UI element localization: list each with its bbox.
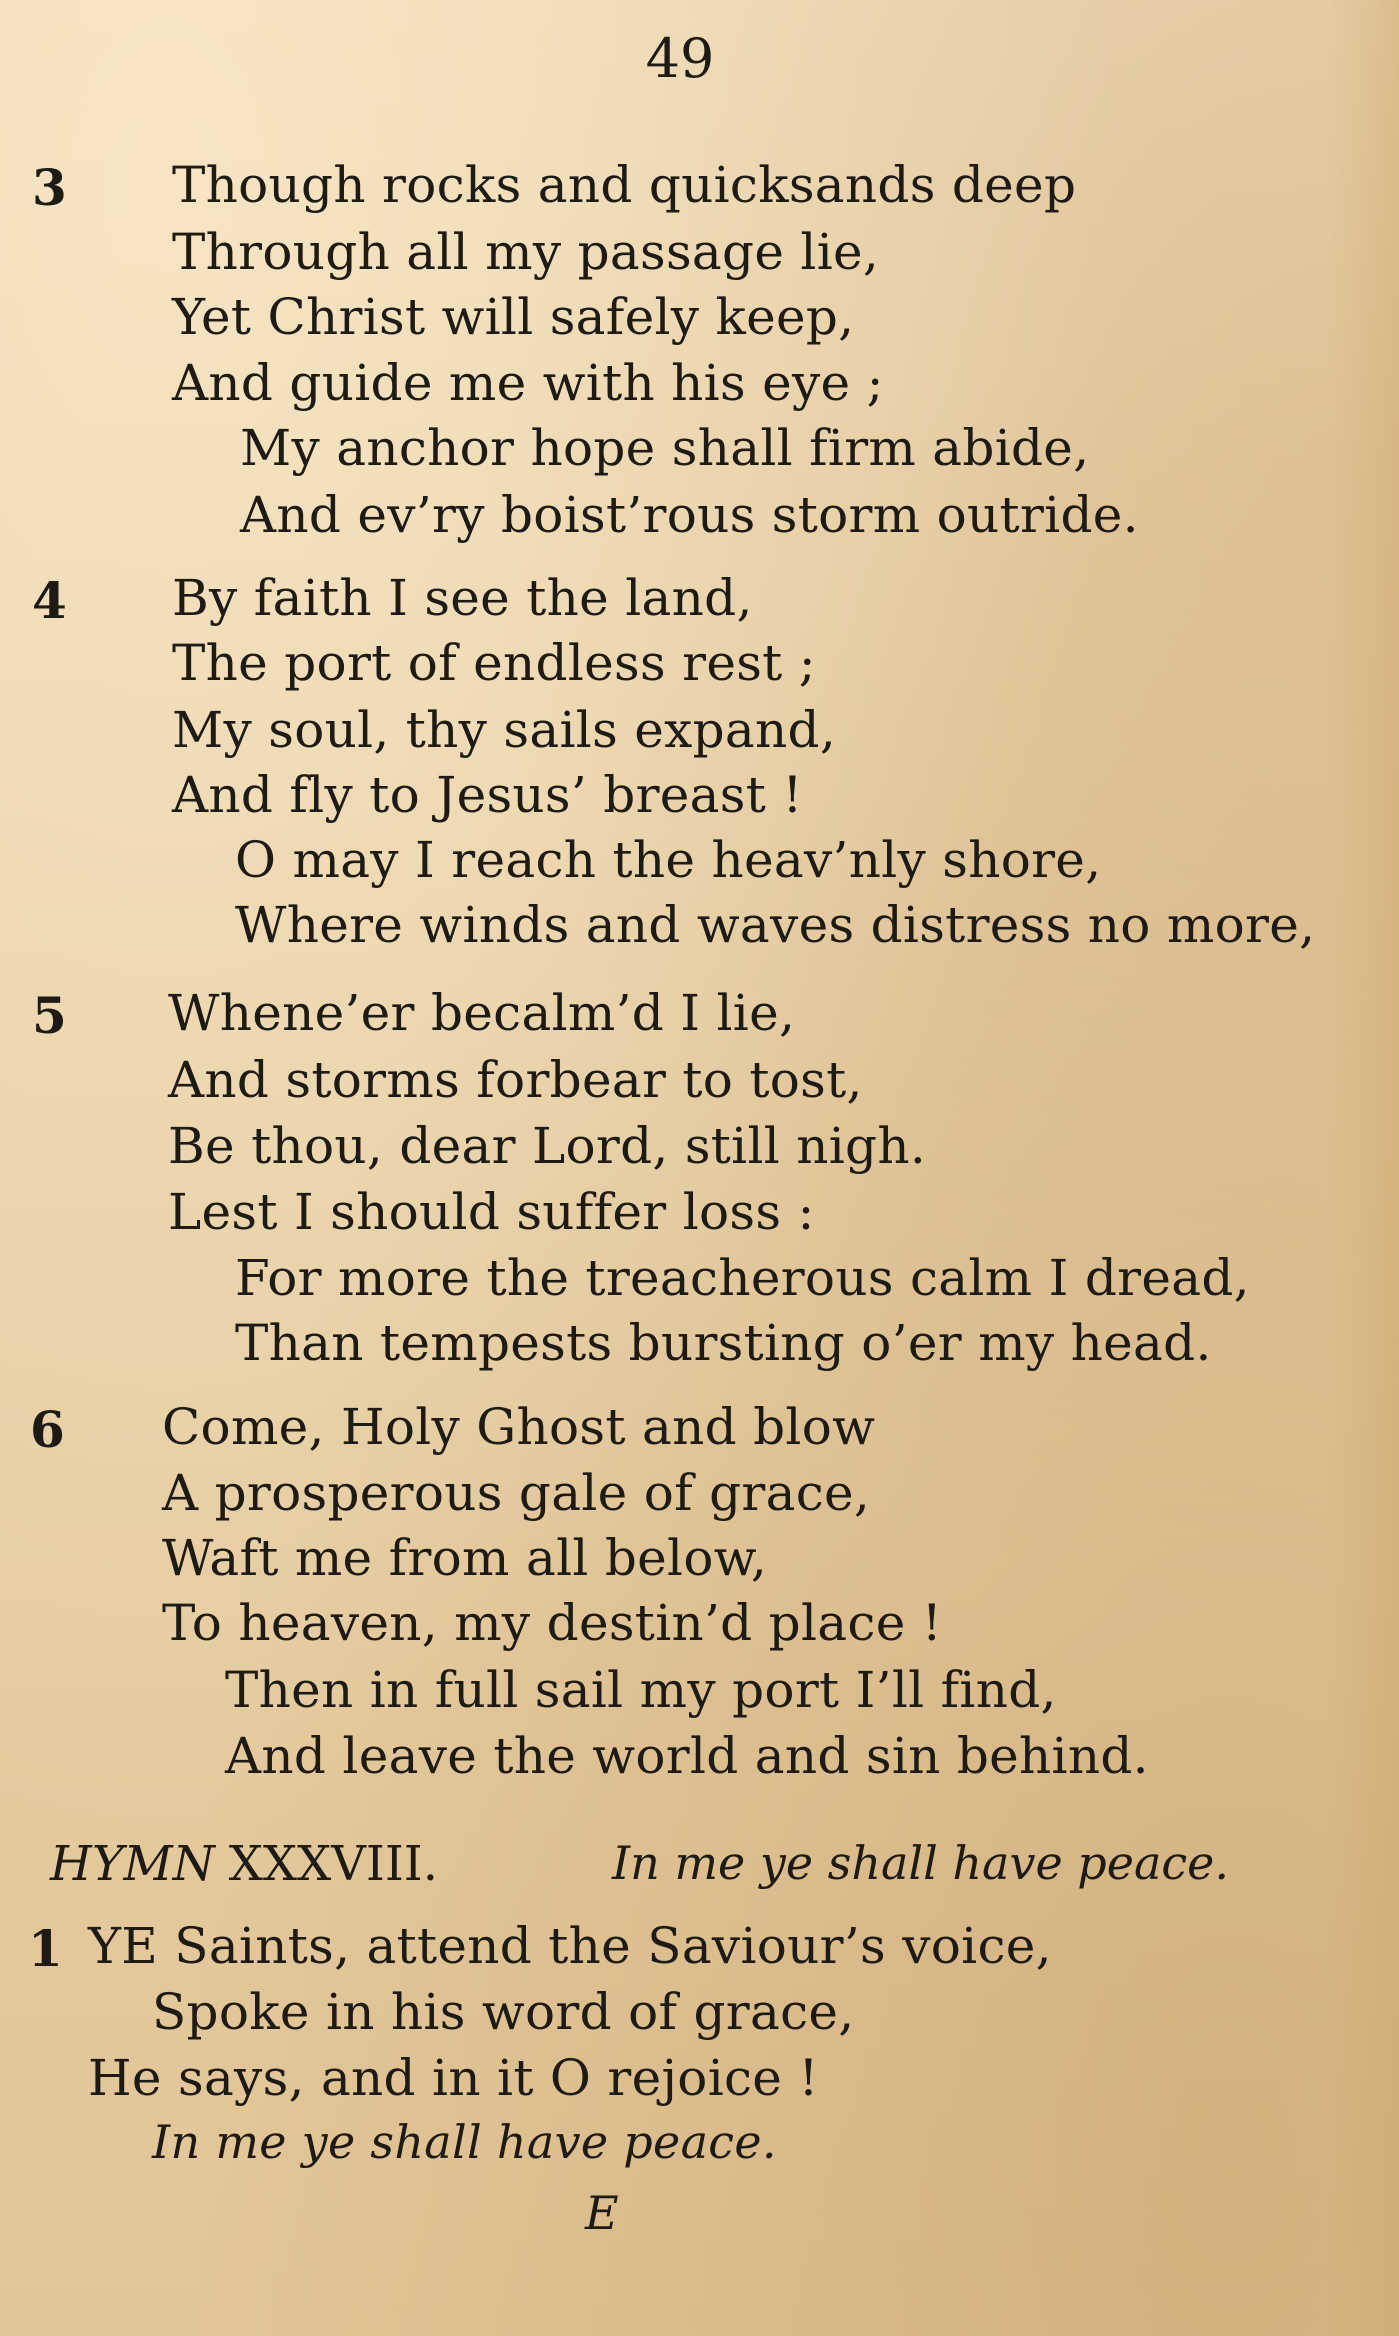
verse-line: Where winds and waves distress no more,: [235, 896, 1316, 954]
verse-line: Through all my passage lie,: [172, 223, 880, 281]
verse-line: And leave the world and sin behind.: [225, 1727, 1149, 1785]
verse-line: YE Saints, attend the Saviour’s voice,: [88, 1917, 1052, 1975]
verse-line: In me ye shall have peace.: [152, 2115, 777, 2169]
verse-line: And storms forbear to tost,: [168, 1051, 863, 1109]
verse-line: He says, and in it O rejoice !: [88, 2049, 819, 2107]
hymn-title-text: In me ye shall have peace.: [612, 1836, 1230, 1890]
stanza-number: 6: [30, 1400, 65, 1459]
verse-line: Though rocks and quicksands deep: [172, 156, 1077, 214]
verse-line: And ev’ry boist’rous storm outride.: [240, 486, 1139, 544]
verse-line: By faith I see the land,: [172, 569, 753, 627]
verse-line: Spoke in his word of grace,: [152, 1983, 855, 2041]
verse-line: Yet Christ will safely keep,: [172, 288, 855, 346]
verse-line: Than tempests bursting o’er my head.: [235, 1314, 1212, 1372]
stanza-number: 5: [32, 986, 67, 1045]
stanza-number: 4: [32, 571, 67, 630]
verse-line: And guide me with his eye ;: [172, 354, 884, 412]
verse-line: Waft me from all below,: [162, 1529, 768, 1587]
catchword: E: [585, 2186, 619, 2240]
verse-line: Come, Holy Ghost and blow: [162, 1398, 876, 1456]
stanza-number: 1: [28, 1919, 63, 1978]
page-number: 49: [645, 27, 715, 90]
verse-line: The port of endless rest ;: [172, 634, 816, 692]
verse-line: O may I reach the heav’nly shore,: [235, 831, 1102, 889]
hymn-heading: [50, 1836, 439, 1892]
verse-line: My soul, thy sails expand,: [172, 701, 837, 759]
hymn-word: HYMN: [50, 1836, 215, 1892]
verse-line: Whene’er becalm’d I lie,: [168, 984, 796, 1042]
verse-line: Lest I should suffer loss :: [168, 1183, 815, 1241]
verse-line: To heaven, my destin’d place !: [162, 1594, 943, 1652]
hymn-numeral: XXXVIII.: [228, 1836, 439, 1892]
verse-line: For more the treacherous calm I dread,: [235, 1249, 1250, 1307]
stanza-number: 3: [32, 158, 67, 217]
verse-line: A prosperous gale of grace,: [162, 1464, 871, 1522]
verse-line: My anchor hope shall firm abide,: [240, 419, 1090, 477]
verse-line: And fly to Jesus’ breast !: [172, 766, 803, 824]
verse-line: Then in full sail my port I’ll find,: [225, 1661, 1057, 1719]
verse-line: Be thou, dear Lord, still nigh.: [168, 1117, 927, 1175]
